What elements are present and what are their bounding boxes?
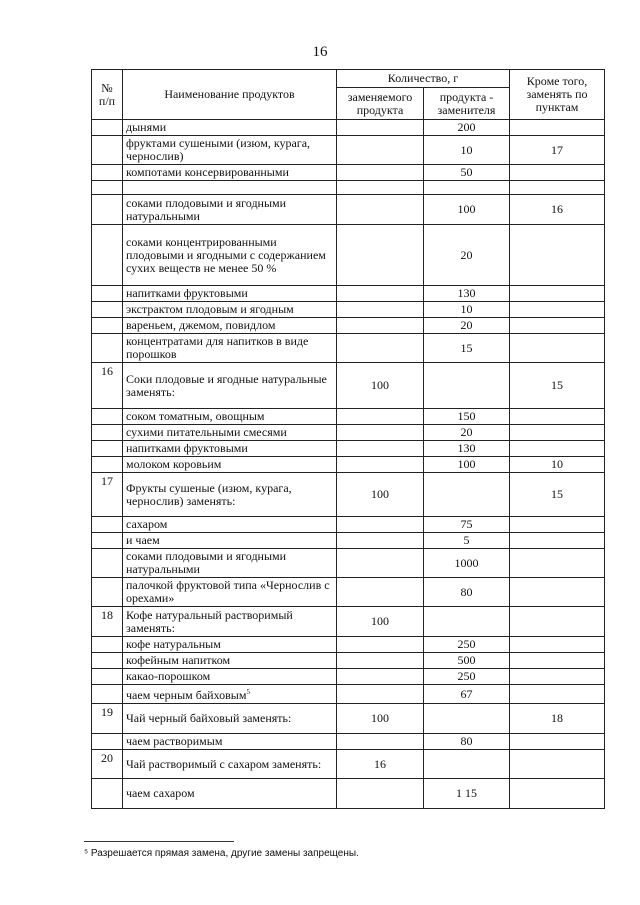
row-replaced bbox=[337, 441, 424, 457]
row-num bbox=[92, 318, 123, 334]
row-num bbox=[92, 685, 123, 704]
row-replacement: 20 bbox=[424, 225, 510, 286]
row-extra bbox=[510, 120, 605, 136]
row-name: экстрактом плодовым и ягодным bbox=[123, 302, 337, 318]
row-num bbox=[92, 136, 123, 165]
table-row bbox=[92, 473, 605, 517]
row-name: сухими питательными смесями bbox=[123, 425, 337, 441]
table-row bbox=[92, 225, 605, 286]
row-name: чаем черным байховым$^5$ bbox=[123, 685, 337, 704]
row-name: Соки плодовые и ягодные натуральные заменять: bbox=[123, 363, 337, 409]
row-replaced: 16 bbox=[337, 750, 424, 779]
row-num bbox=[92, 409, 123, 425]
table-row bbox=[92, 409, 605, 425]
row-name: напитками фруктовыми bbox=[123, 286, 337, 302]
row-replaced bbox=[337, 302, 424, 318]
row-replaced bbox=[337, 165, 424, 181]
table-row bbox=[92, 136, 605, 165]
row-replaced bbox=[337, 425, 424, 441]
row-num bbox=[92, 653, 123, 669]
table-row bbox=[92, 302, 605, 318]
row-replacement: 75 bbox=[424, 517, 510, 533]
row-replaced: 100 bbox=[337, 473, 424, 517]
header-num: № п/п bbox=[92, 70, 123, 120]
row-replacement bbox=[424, 704, 510, 734]
row-replacement: 20 bbox=[424, 425, 510, 441]
row-num bbox=[92, 779, 123, 809]
row-replacement: 100 bbox=[424, 195, 510, 225]
row-replaced bbox=[337, 653, 424, 669]
table-row bbox=[92, 517, 605, 533]
row-replacement: 100 bbox=[424, 457, 510, 473]
row-num bbox=[92, 425, 123, 441]
row-num bbox=[92, 533, 123, 549]
row-replaced bbox=[337, 409, 424, 425]
row-num bbox=[92, 637, 123, 653]
row-replaced bbox=[337, 334, 424, 363]
row-replaced bbox=[337, 286, 424, 302]
row-extra bbox=[510, 181, 605, 195]
row-num bbox=[92, 120, 123, 136]
header-name: Наименование продуктов bbox=[123, 70, 337, 120]
row-replaced bbox=[337, 136, 424, 165]
table-row bbox=[92, 533, 605, 549]
row-replaced: 100 bbox=[337, 704, 424, 734]
table-row bbox=[92, 286, 605, 302]
row-num bbox=[92, 517, 123, 533]
page-number: 16 bbox=[312, 44, 328, 60]
row-num bbox=[92, 669, 123, 685]
row-replacement: 15 bbox=[424, 334, 510, 363]
row-replaced bbox=[337, 181, 424, 195]
row-extra bbox=[510, 549, 605, 578]
row-replacement: 80 bbox=[424, 734, 510, 750]
row-extra: 16 bbox=[510, 195, 605, 225]
row-replacement bbox=[424, 607, 510, 637]
row-replaced: 100 bbox=[337, 363, 424, 409]
row-name: соком томатным, овощным bbox=[123, 409, 337, 425]
row-name: молоком коровьим bbox=[123, 457, 337, 473]
row-num bbox=[92, 457, 123, 473]
table-row bbox=[92, 318, 605, 334]
table-row bbox=[92, 334, 605, 363]
row-replaced bbox=[337, 549, 424, 578]
row-extra bbox=[510, 533, 605, 549]
row-replacement: 500 bbox=[424, 653, 510, 669]
header-extra: Кроме того, заменять по пунктам bbox=[510, 70, 605, 120]
table-row bbox=[92, 734, 605, 750]
row-replaced bbox=[337, 225, 424, 286]
table-row bbox=[92, 669, 605, 685]
row-extra bbox=[510, 750, 605, 779]
row-extra bbox=[510, 318, 605, 334]
row-replaced bbox=[337, 734, 424, 750]
row-extra: 15 bbox=[510, 473, 605, 517]
row-name: соками плодовыми и ягодными натуральными bbox=[123, 195, 337, 225]
row-replaced bbox=[337, 533, 424, 549]
row-num bbox=[92, 181, 123, 195]
row-replacement bbox=[424, 750, 510, 779]
row-extra bbox=[510, 425, 605, 441]
row-name: Фрукты сушеные (изюм, курага, чернослив) заменять: bbox=[123, 473, 337, 517]
row-replaced: 100 bbox=[337, 607, 424, 637]
row-replacement bbox=[424, 363, 510, 409]
row-extra bbox=[510, 734, 605, 750]
row-num: 19 bbox=[92, 704, 123, 734]
row-name: компотами консервированными bbox=[123, 165, 337, 181]
header-replacement: продукта - заменителя bbox=[424, 88, 510, 120]
row-num: 20 bbox=[92, 750, 123, 779]
row-num bbox=[92, 165, 123, 181]
table-row bbox=[92, 441, 605, 457]
footnote-divider bbox=[84, 841, 234, 842]
table-row bbox=[92, 425, 605, 441]
row-name: напитками фруктовыми bbox=[123, 441, 337, 457]
row-num bbox=[92, 286, 123, 302]
row-name: Кофе натуральный растворимый заменять: bbox=[123, 607, 337, 637]
row-num: 17 bbox=[92, 473, 123, 517]
row-replacement bbox=[424, 473, 510, 517]
row-replacement: 10 bbox=[424, 136, 510, 165]
table-row bbox=[92, 637, 605, 653]
table-row bbox=[92, 120, 605, 136]
row-num bbox=[92, 578, 123, 607]
header-replaced: заменяемого продукта bbox=[337, 88, 424, 120]
row-name: соками плодовыми и ягодными натуральными bbox=[123, 549, 337, 578]
row-replaced bbox=[337, 120, 424, 136]
footnote: ⁵ Разрешается прямая замена, другие замены запрещены. bbox=[84, 848, 359, 859]
table-row bbox=[92, 653, 605, 669]
row-replacement: 10 bbox=[424, 302, 510, 318]
row-name: Чай растворимый с сахаром заменять: bbox=[123, 750, 337, 779]
table-row bbox=[92, 457, 605, 473]
row-num: 16 bbox=[92, 363, 123, 409]
row-name: чаем сахаром bbox=[123, 779, 337, 809]
row-name: сахаром bbox=[123, 517, 337, 533]
row-replaced bbox=[337, 685, 424, 704]
row-name: дынями bbox=[123, 120, 337, 136]
row-replacement: 1000 bbox=[424, 549, 510, 578]
row-name: кофейным напитком bbox=[123, 653, 337, 669]
row-extra bbox=[510, 653, 605, 669]
row-num bbox=[92, 195, 123, 225]
row-num bbox=[92, 302, 123, 318]
row-replacement: 130 bbox=[424, 441, 510, 457]
row-replaced bbox=[337, 457, 424, 473]
row-extra bbox=[510, 302, 605, 318]
row-extra bbox=[510, 165, 605, 181]
row-replacement: 20 bbox=[424, 318, 510, 334]
row-name: кофе натуральным bbox=[123, 637, 337, 653]
row-extra: 15 bbox=[510, 363, 605, 409]
row-extra bbox=[510, 779, 605, 809]
row-extra bbox=[510, 225, 605, 286]
row-replaced bbox=[337, 779, 424, 809]
row-name: соками концентрированными плодовыми и ягодными с содержанием сухих веществ не менее 50 % bbox=[123, 225, 337, 286]
row-extra bbox=[510, 637, 605, 653]
row-replacement: 200 bbox=[424, 120, 510, 136]
row-name: какао-порошком bbox=[123, 669, 337, 685]
row-extra: 17 bbox=[510, 136, 605, 165]
row-name: палочкой фруктовой типа «Чернослив с орехами» bbox=[123, 578, 337, 607]
header-qty: Количество, г bbox=[337, 70, 510, 88]
row-replaced bbox=[337, 195, 424, 225]
row-replacement: 130 bbox=[424, 286, 510, 302]
row-replaced bbox=[337, 578, 424, 607]
row-extra: 18 bbox=[510, 704, 605, 734]
row-extra bbox=[510, 578, 605, 607]
row-extra bbox=[510, 685, 605, 704]
row-num bbox=[92, 225, 123, 286]
substitution-table bbox=[91, 69, 605, 809]
row-replaced bbox=[337, 318, 424, 334]
row-replacement: 1 15 bbox=[424, 779, 510, 809]
row-name: концентратами для напитков в виде порошков bbox=[123, 334, 337, 363]
row-name: и чаем bbox=[123, 533, 337, 549]
table-row bbox=[92, 363, 605, 409]
row-replacement bbox=[424, 181, 510, 195]
row-name: вареньем, джемом, повидлом bbox=[123, 318, 337, 334]
row-num bbox=[92, 734, 123, 750]
row-extra bbox=[510, 286, 605, 302]
row-extra bbox=[510, 607, 605, 637]
table-row bbox=[92, 181, 605, 195]
row-extra bbox=[510, 334, 605, 363]
row-replacement: 5 bbox=[424, 533, 510, 549]
row-name: Чай черный байховый заменять: bbox=[123, 704, 337, 734]
table-row bbox=[92, 549, 605, 578]
row-num: 18 bbox=[92, 607, 123, 637]
row-replacement: 80 bbox=[424, 578, 510, 607]
row-name bbox=[123, 181, 337, 195]
row-replaced bbox=[337, 637, 424, 653]
row-name: фруктами сушеными (изюм, курага, чернослив) bbox=[123, 136, 337, 165]
row-replacement: 67 bbox=[424, 685, 510, 704]
row-replaced bbox=[337, 517, 424, 533]
table-row bbox=[92, 578, 605, 607]
row-extra bbox=[510, 669, 605, 685]
table-row bbox=[92, 685, 605, 704]
row-name: чаем растворимым bbox=[123, 734, 337, 750]
row-num bbox=[92, 549, 123, 578]
table-row bbox=[92, 779, 605, 809]
row-replacement: 50 bbox=[424, 165, 510, 181]
row-num bbox=[92, 441, 123, 457]
footnote-ref: 5 bbox=[246, 688, 250, 696]
row-extra: 10 bbox=[510, 457, 605, 473]
row-replacement: 150 bbox=[424, 409, 510, 425]
row-extra bbox=[510, 409, 605, 425]
row-replaced bbox=[337, 669, 424, 685]
row-num bbox=[92, 334, 123, 363]
row-replacement: 250 bbox=[424, 669, 510, 685]
row-replacement: 250 bbox=[424, 637, 510, 653]
table-row bbox=[92, 750, 605, 779]
row-extra bbox=[510, 517, 605, 533]
table-row bbox=[92, 195, 605, 225]
table-row bbox=[92, 704, 605, 734]
table-row bbox=[92, 165, 605, 181]
table-row bbox=[92, 607, 605, 637]
row-extra bbox=[510, 441, 605, 457]
